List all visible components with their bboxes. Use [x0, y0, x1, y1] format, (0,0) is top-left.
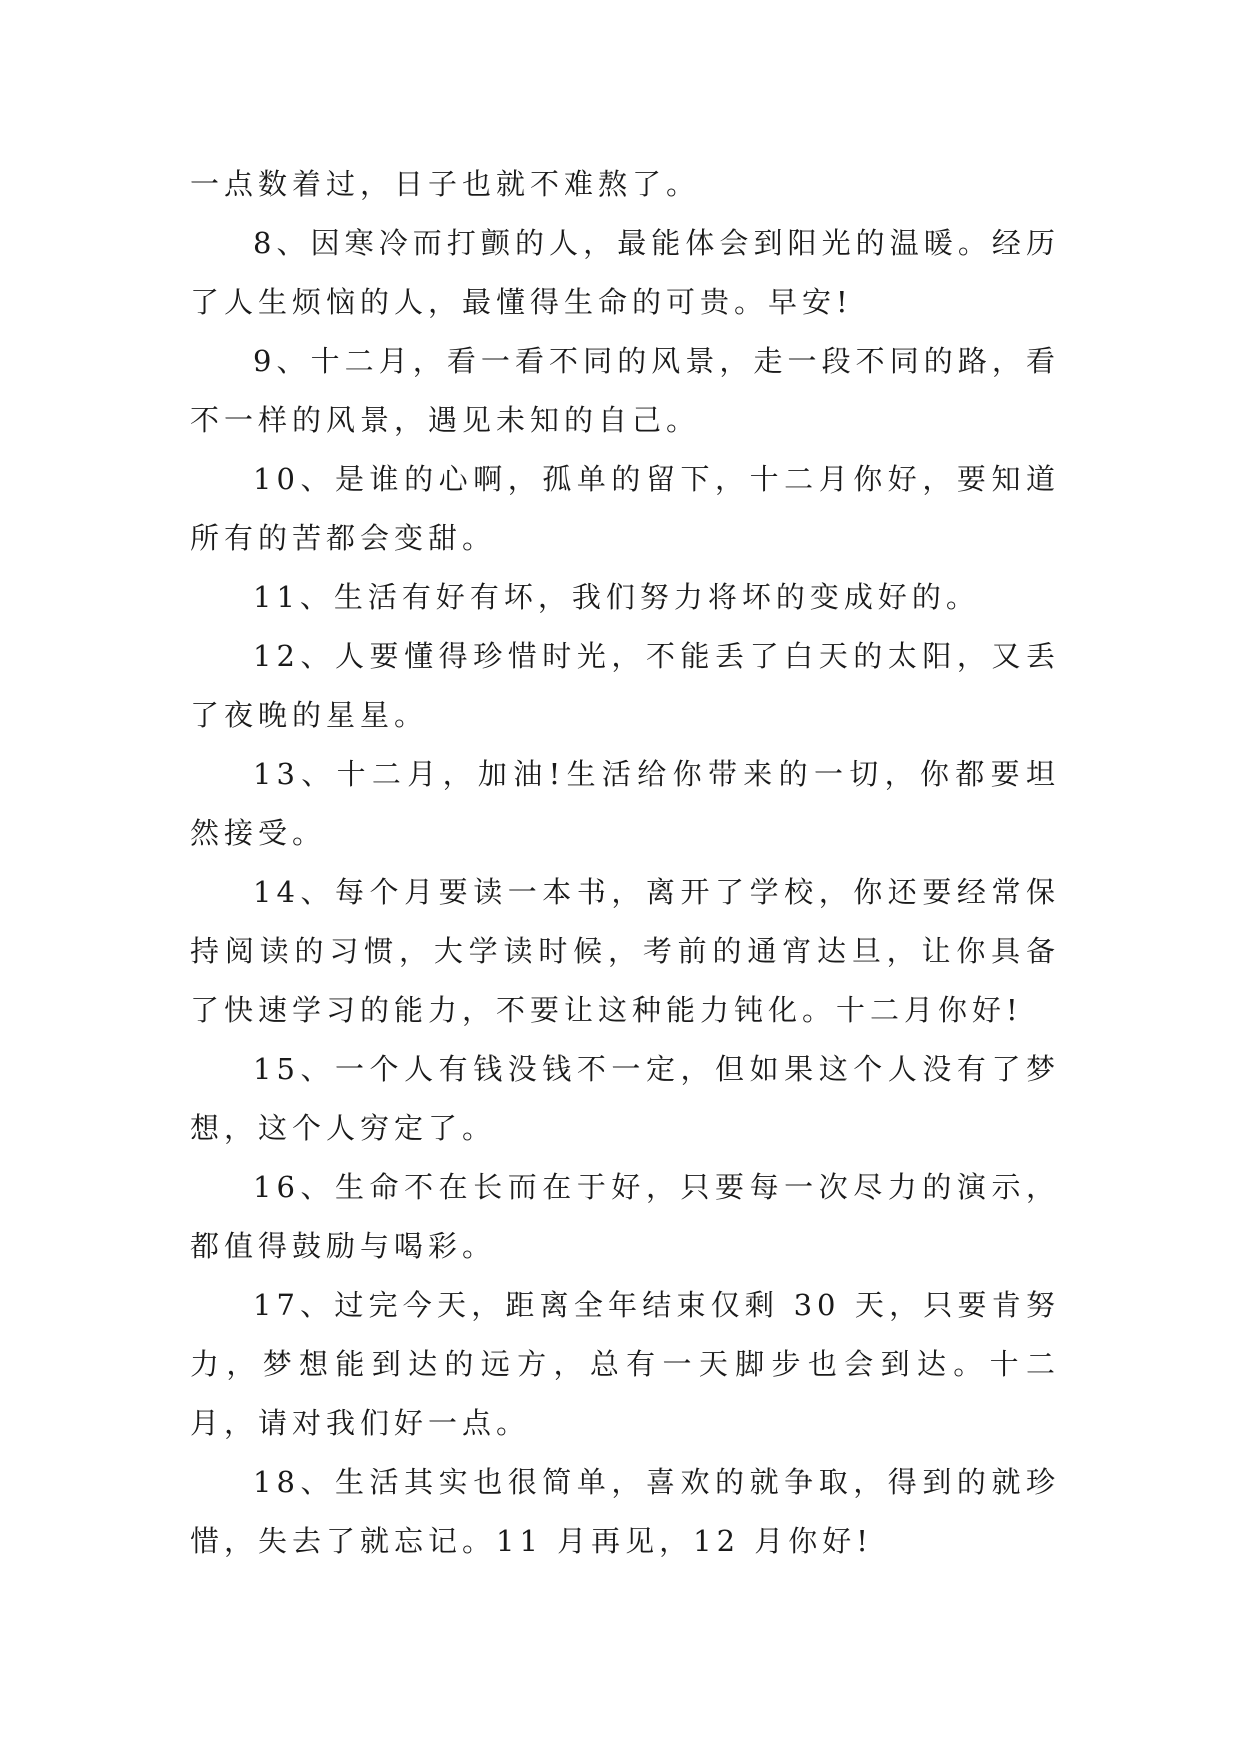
paragraph-17: 17、过完今天，距离全年结束仅剩 30 天，只要肯努力，梦想能到达的远方，总有一天脚步也会到达。十二月，请对我们好一点。	[190, 1288, 1060, 1440]
paragraph-continuation: 一点数着过，日子也就不难熬了。	[190, 167, 701, 201]
paragraph-18: 18、生活其实也很简单，喜欢的就争取，得到的就珍惜，失去了就忘记。11 月再见，12 月你好!	[190, 1465, 1060, 1558]
paragraph-8: 8、因寒冷而打颤的人，最能体会到阳光的温暖。经历了人生烦恼的人，最懂得生命的可贵。早安!	[190, 226, 1060, 319]
paragraph-9: 9、十二月，看一看不同的风景，走一段不同的路，看不一样的风景，遇见未知的自己。	[190, 344, 1060, 437]
paragraph-13: 13、十二月，加油!生活给你带来的一切，你都要坦然接受。	[190, 757, 1060, 850]
paragraph-12: 12、人要懂得珍惜时光，不能丢了白天的太阳，又丢了夜晚的星星。	[190, 639, 1060, 732]
paragraph-16: 16、生命不在长而在于好，只要每一次尽力的演示，都值得鼓励与喝彩。	[190, 1170, 1060, 1263]
paragraph-11: 11、生活有好有坏，我们努力将坏的变成好的。	[253, 580, 980, 614]
paragraph-14: 14、每个月要读一本书，离开了学校，你还要经常保持阅读的习惯，大学读时候，考前的通宵达旦，让你具备了快速学习的能力，不要让这种能力钝化。十二月你好!	[190, 875, 1060, 1027]
document-body	[190, 155, 1060, 1571]
paragraph-15: 15、一个人有钱没钱不一定，但如果这个人没有了梦想，这个人穷定了。	[190, 1052, 1060, 1145]
paragraph-10: 10、是谁的心啊，孤单的留下，十二月你好，要知道所有的苦都会变甜。	[190, 462, 1060, 555]
